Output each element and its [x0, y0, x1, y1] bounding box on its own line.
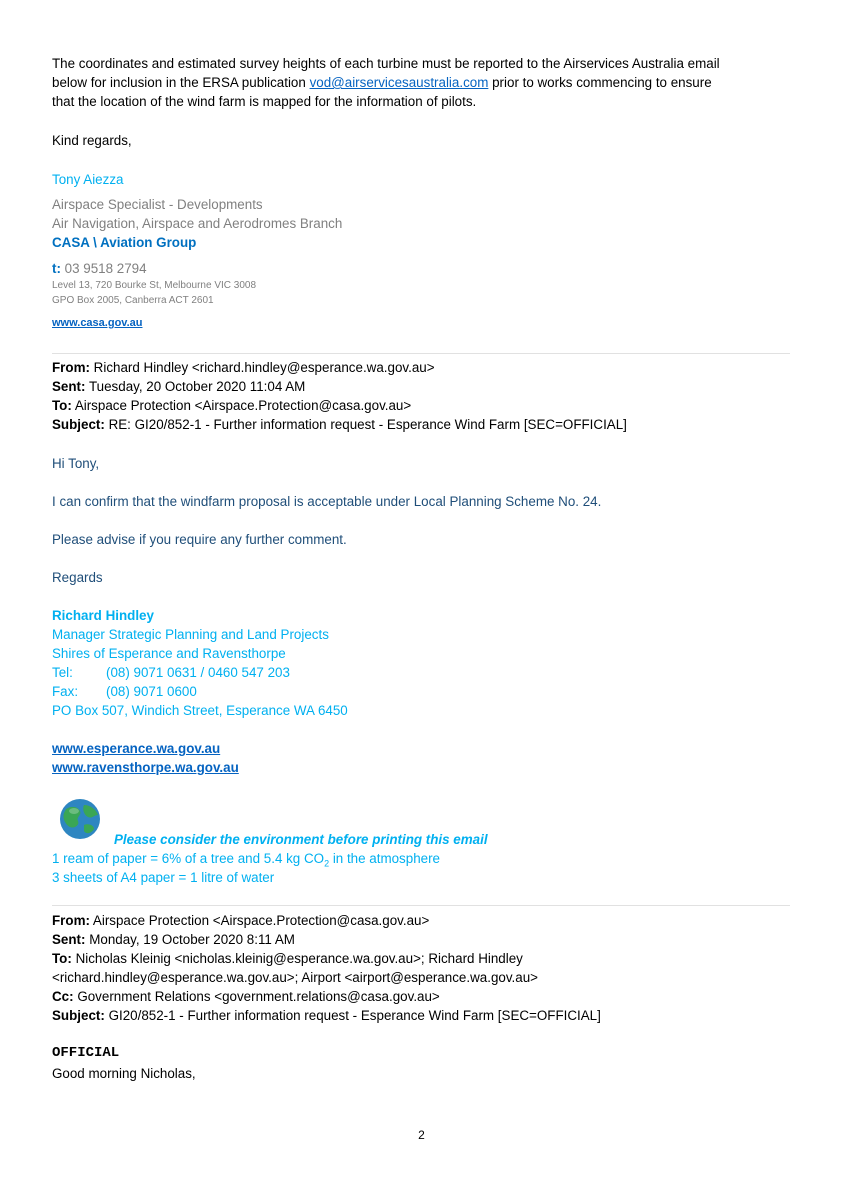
email1-sig-fax — [52, 682, 197, 701]
divider-2 — [52, 905, 790, 906]
email1-sent — [52, 377, 305, 396]
email2-to-value-1: Nicholas Kleinig <nicholas.kleinig@esperance.wa.gov.au>; Richard Hindley — [75, 951, 523, 966]
email2-sent-value: Monday, 19 October 2020 8:11 AM — [89, 932, 295, 947]
intro-line-2 — [52, 73, 712, 92]
divider-1 — [52, 353, 790, 354]
email2-greeting: Good morning Nicholas, — [52, 1066, 196, 1081]
email1-sig-tel — [52, 663, 290, 682]
intro-line-2-text-b: prior to works commencing to ensure — [492, 75, 712, 90]
environment-line-2: 3 sheets of A4 paper = 1 litre of water — [52, 870, 275, 885]
tel-value: (08) 9071 0631 / 0460 547 203 — [106, 665, 290, 680]
classification-label: OFFICIAL — [52, 1045, 120, 1061]
casa-sig-title: Airspace Specialist - Developments — [52, 197, 263, 212]
email2-from-label: From: — [52, 913, 90, 928]
vod-email-link[interactable]: vod@airservicesaustralia.com — [309, 75, 489, 90]
email2-to-line-2: <richard.hindley@esperance.wa.gov.au>; Airport <airport@esperance.wa.gov.au> — [52, 970, 538, 985]
email2-to-label: To: — [52, 951, 72, 966]
phone-number: 03 9518 2794 — [64, 261, 147, 276]
email1-sig-org: Shires of Esperance and Ravensthorpe — [52, 646, 286, 661]
casa-sig-branch: Air Navigation, Airspace and Aerodromes Branch — [52, 216, 343, 231]
kind-regards: Kind regards, — [52, 133, 132, 148]
email1-to-value: Airspace Protection <Airspace.Protection@casa.gov.au> — [74, 398, 412, 413]
email1-sig-po-box: PO Box 507, Windich Street, Esperance WA 6450 — [52, 703, 348, 718]
intro-line-2-text-a: below for inclusion in the ERSA publication — [52, 75, 306, 90]
email1-to — [52, 396, 411, 415]
email2-subject — [52, 1006, 601, 1025]
email2-subject-label: Subject: — [52, 1008, 105, 1023]
casa-sig-address1: Level 13, 720 Bourke St, Melbourne VIC 3008 — [52, 280, 257, 291]
email2-cc — [52, 987, 440, 1006]
intro-line-1: The coordinates and estimated survey heights of each turbine must be reported to the Airservices Australia email — [52, 56, 720, 71]
email1-to-label: To: — [52, 398, 72, 413]
email1-sent-label: Sent: — [52, 379, 86, 394]
email1-from-label: From: — [52, 360, 90, 375]
email2-sent — [52, 930, 295, 949]
email2-from — [52, 911, 429, 930]
email1-sig-title: Manager Strategic Planning and Land Projects — [52, 627, 329, 642]
email2-to — [52, 949, 523, 968]
casa-website-link[interactable]: www.casa.gov.au — [52, 317, 143, 329]
email2-from-value: Airspace Protection <Airspace.Protection@casa.gov.au> — [92, 913, 430, 928]
casa-sig-address2: GPO Box 2005, Canberra ACT 2601 — [52, 295, 214, 306]
casa-sig-phone — [52, 259, 147, 278]
casa-sig-group: CASA \ Aviation Group — [52, 235, 197, 250]
intro-line-3: that the location of the wind farm is mapped for the information of pilots. — [52, 94, 477, 109]
email1-from-value: Richard Hindley <richard.hindley@esperance.wa.gov.au> — [93, 360, 435, 375]
tel-label: Tel: — [52, 665, 73, 680]
email1-body-2: Please advise if you require any further comment. — [52, 532, 347, 547]
fax-value: (08) 9071 0600 — [106, 684, 197, 699]
email1-body-1: I can confirm that the windfarm proposal is acceptable under Local Planning Scheme No. 24. — [52, 494, 602, 509]
casa-sig-name: Tony Aiezza — [52, 172, 124, 187]
page-number: 2 — [418, 1128, 425, 1142]
email1-regards: Regards — [52, 570, 103, 585]
email1-sig-name: Richard Hindley — [52, 608, 154, 623]
earth-globe-icon — [56, 797, 104, 841]
env-line1-a: 1 ream of paper = 6% of a tree and 5.4 kg CO — [52, 851, 325, 866]
email1-subject-label: Subject: — [52, 417, 105, 432]
fax-label: Fax: — [52, 684, 79, 699]
email2-sent-label: Sent: — [52, 932, 86, 947]
email1-greeting: Hi Tony, — [52, 456, 100, 471]
email1-subject — [52, 415, 627, 434]
env-line1-sub: 2 — [324, 858, 330, 869]
env-line1-b: in the atmosphere — [329, 851, 441, 866]
email2-subject-value: GI20/852-1 - Further information request - Esperance Wind Farm [SEC=OFFICIAL] — [108, 1008, 601, 1023]
esperance-website-link[interactable]: www.esperance.wa.gov.au — [52, 741, 221, 756]
email1-subject-value: RE: GI20/852-1 - Further information request - Esperance Wind Farm [SEC=OFFICIAL] — [108, 417, 627, 432]
email2-cc-value: Government Relations <government.relations@casa.gov.au> — [77, 989, 440, 1004]
email2-cc-label: Cc: — [52, 989, 74, 1004]
ravensthorpe-website-link[interactable]: www.ravensthorpe.wa.gov.au — [52, 760, 239, 775]
environment-note: Please consider the environment before printing this email — [114, 832, 488, 847]
email1-from — [52, 358, 435, 377]
phone-label: t: — [52, 261, 61, 276]
email1-sent-value: Tuesday, 20 October 2020 11:04 AM — [88, 379, 306, 394]
